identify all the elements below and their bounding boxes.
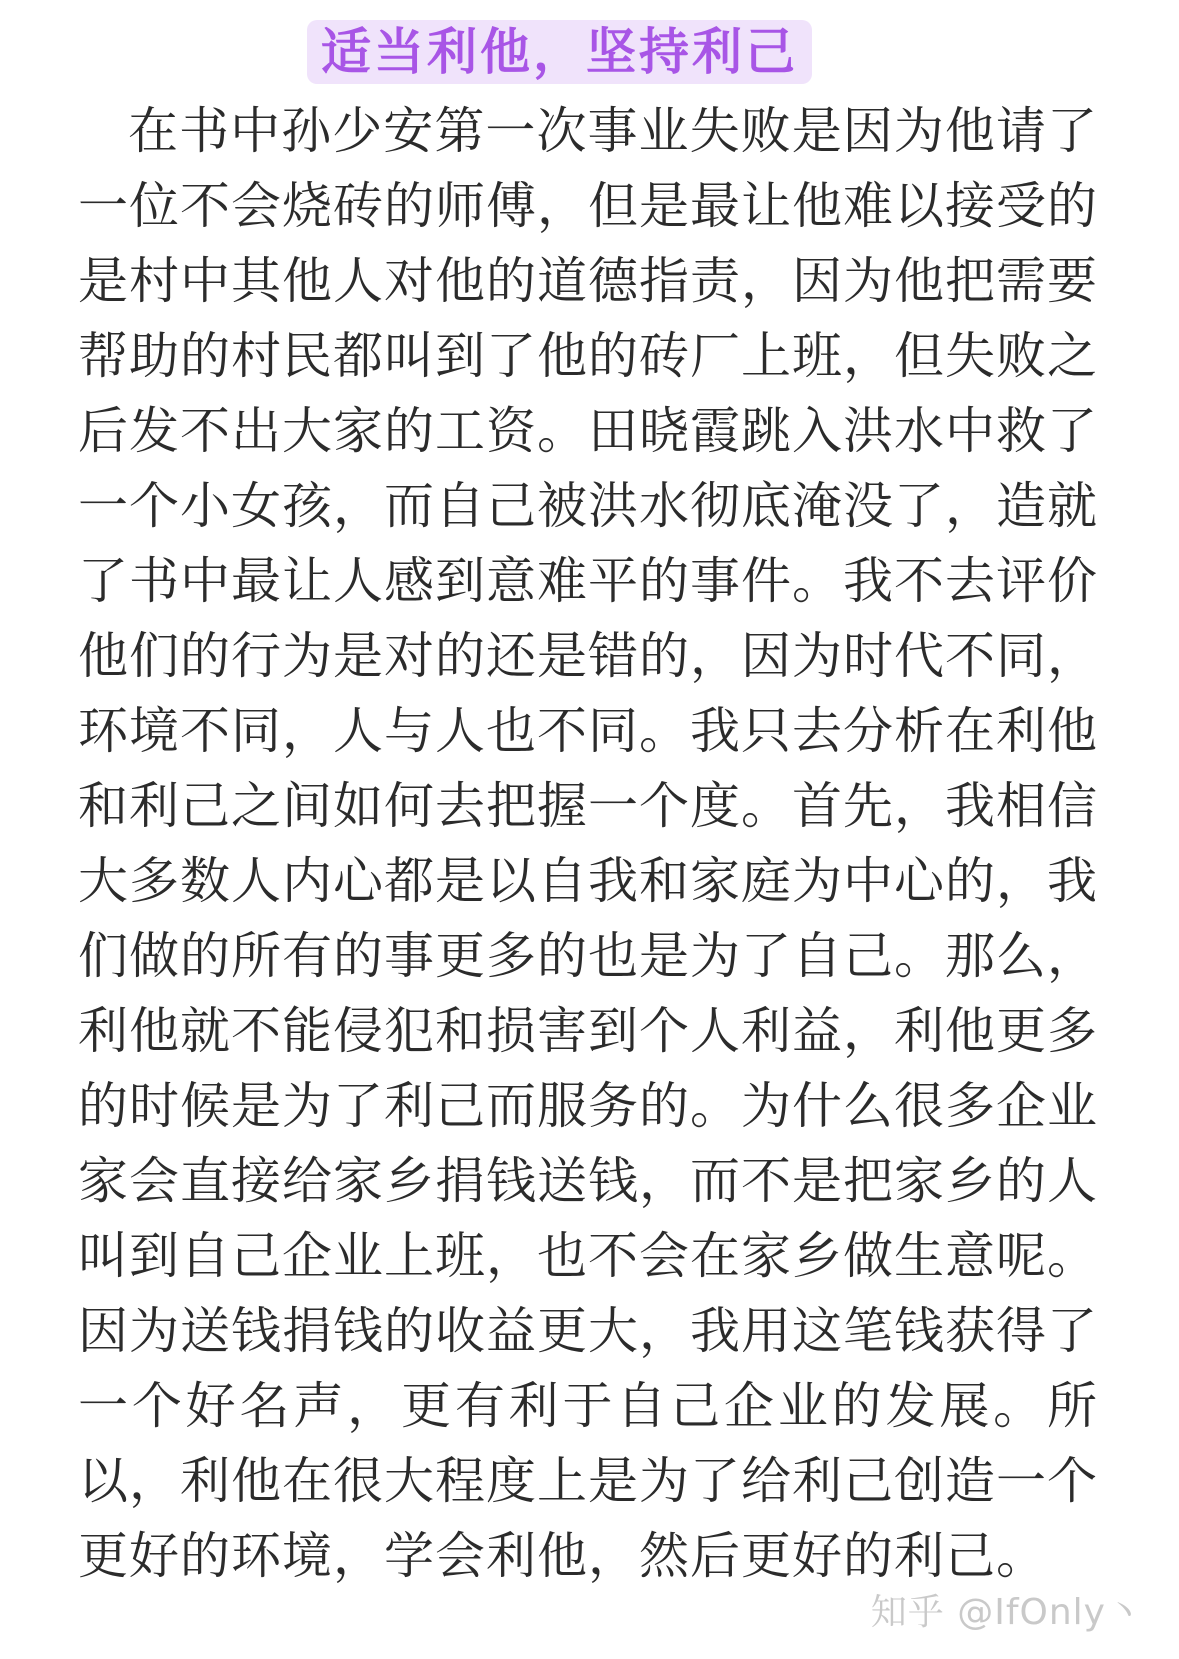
article-paragraph: 在书中孙少安第一次事业失败是因为他请了一位不会烧砖的师傅，但是最让他难以接受的是村中其他人对他的道德指责，因为他把需要帮助的村民都叫到了他的砖厂上班，但失败之后发不出大家的工资。田晓霞跳入洪水中救了一个小女孩，而自己被洪水彻底淹没了，造就了书中最让人感到意难平的事件。我不去评价他们的行为是对的还是错的，因为时代不同，环境不同，人与人也不同。我只去分析在利他和利己之间如何去把握一个度。首先，我相信大多数人内心都是以自我和家庭为中心的，我们做的所有的事更多的也是为了自己。那么，利他就不能侵犯和损害到个人利益，利他更多的时候是为了利己而服务的。为什么很多企业家会直接给家乡捐钱送钱，而不是把家乡的人叫到自己企业上班，也不会在家乡做生意呢。因为送钱捐钱的收益更大，我用这笔钱获得了一个好名声，更有利于自己企业的发展。所以，利他在很大程度上是为了给利己创造一个更好的环境，学会利他，然后更好的利己。 (78, 102, 1098, 1585)
article-title: 适当利他，坚持利己 (307, 20, 812, 84)
title-container (0, 20, 1179, 84)
zhihu-watermark: 知乎 @IfOnly丶 (870, 1592, 1143, 1633)
